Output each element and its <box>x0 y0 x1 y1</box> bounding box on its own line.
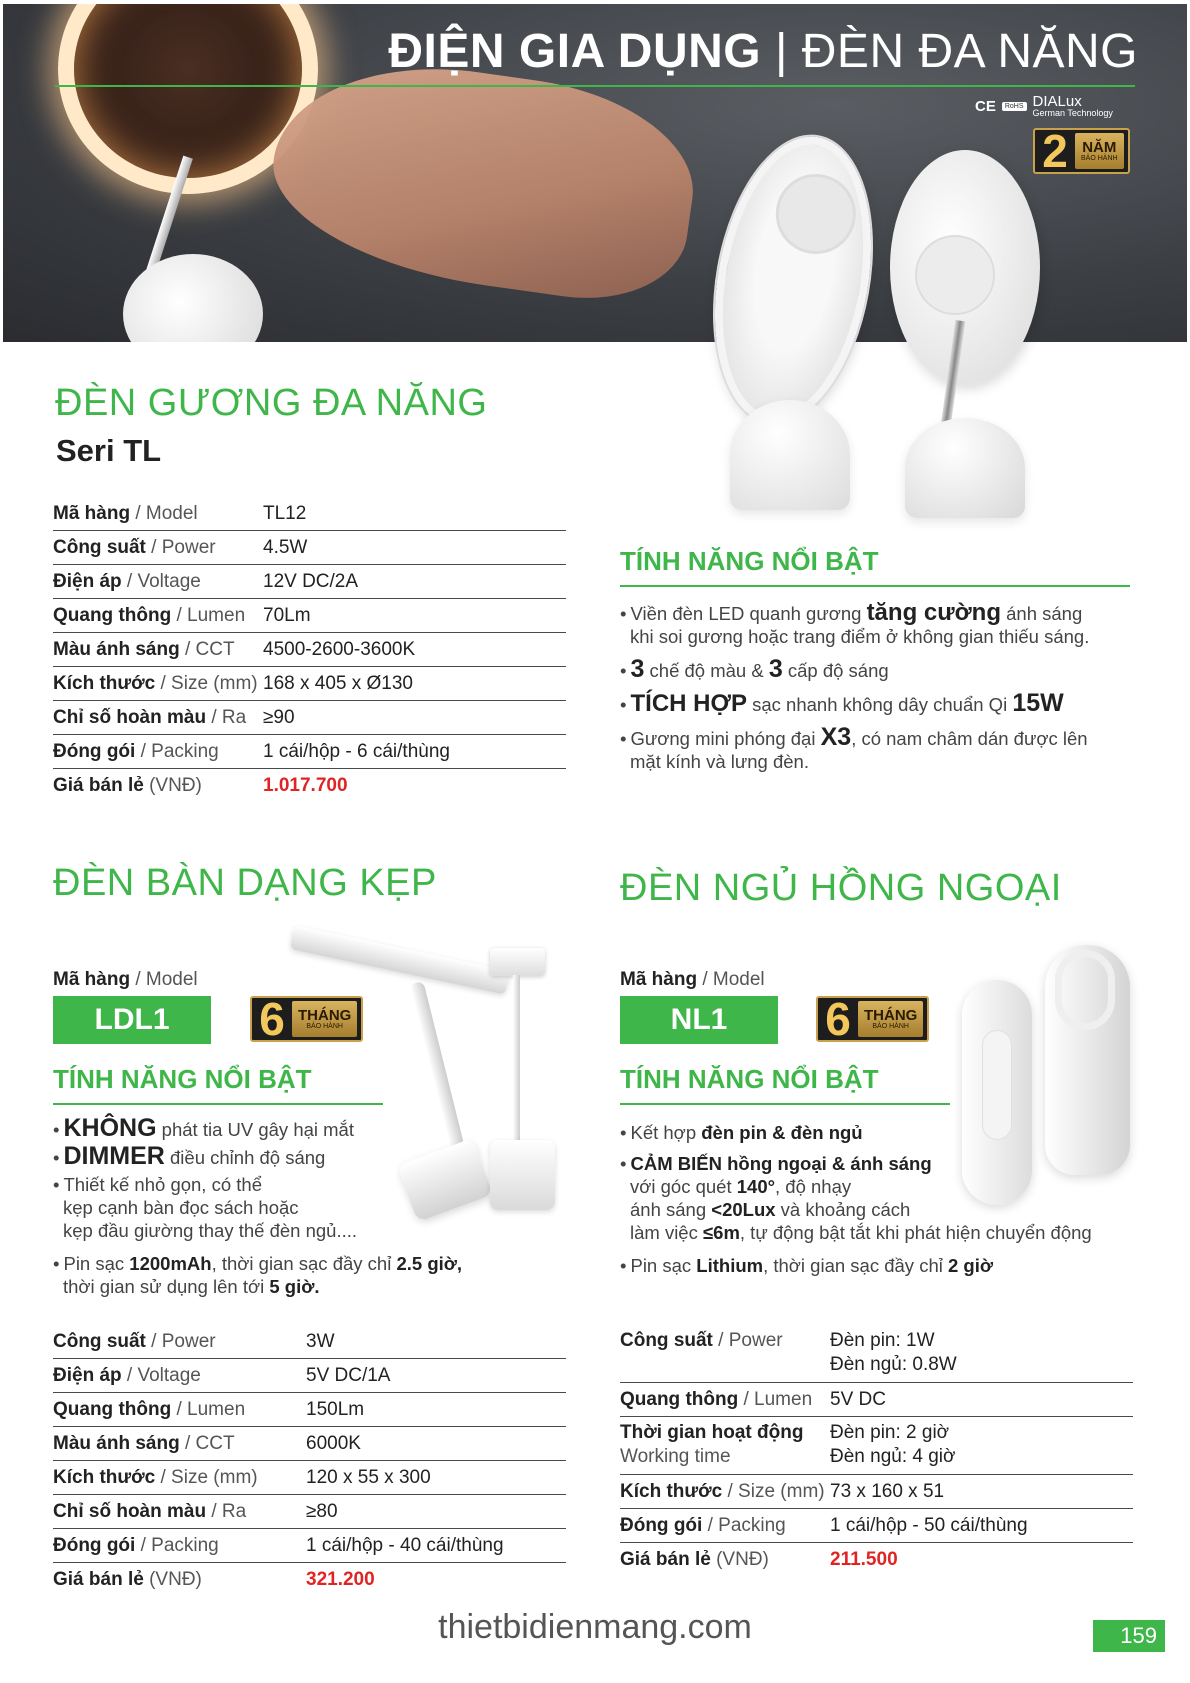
spec-label: Giá bán lẻ (VNĐ) <box>620 1549 769 1570</box>
spec-label: Công suất / Power <box>620 1330 783 1351</box>
mirror-features-heading: TÍNH NĂNG NỔI BẬT <box>620 546 1130 587</box>
warranty-unit: THÁNG <box>864 1007 918 1024</box>
spec-value: 150Lm <box>306 1399 365 1420</box>
clamp-features-list <box>53 1114 533 1308</box>
warranty-number: 6 <box>259 993 285 1045</box>
warranty-number: 6 <box>825 993 851 1045</box>
mirror-features-list <box>620 601 1140 783</box>
spec-label: Công suất / Power <box>53 1331 216 1352</box>
spec-row <box>53 599 566 633</box>
spec-value: 5V DC <box>830 1389 886 1410</box>
spec-value: 1 cái/hộp - 6 cái/thùng <box>263 741 450 762</box>
spec-row <box>620 1475 1133 1509</box>
footer-website: thietbidienmang.com <box>438 1608 752 1646</box>
feature-item: • Viền đèn LED quanh gương tăng cường ánh sáng khi soi gương hoặc trang điểm ở không gian thiếu sáng. <box>620 601 1140 648</box>
spec-row <box>620 1543 1133 1576</box>
spec-row <box>53 633 566 667</box>
spec-label: Đóng gói / Packing <box>53 741 219 762</box>
spec-label: Đóng gói / Packing <box>620 1515 786 1536</box>
feature-item: • Kết hợp đèn pin & đèn ngủ <box>620 1121 1160 1144</box>
spec-row <box>620 1383 1133 1417</box>
spec-row <box>620 1509 1133 1543</box>
night-model-code: NL1 <box>620 996 778 1044</box>
spec-label: Chỉ số hoàn màu / Ra <box>53 1501 247 1522</box>
spec-label: Kích thước / Size (mm) <box>620 1481 825 1502</box>
spec-label: Màu ánh sáng / CCT <box>53 1433 235 1454</box>
mirror-back-base-image <box>905 418 1025 518</box>
spec-value: ≥90 <box>263 707 295 728</box>
spec-value: 120 x 55 x 300 <box>306 1467 431 1488</box>
spec-row <box>53 1529 566 1563</box>
spec-label: Mã hàng / Model <box>53 503 198 524</box>
spec-label: Điện áp / Voltage <box>53 1365 201 1386</box>
spec-value: 5V DC/1A <box>306 1365 391 1386</box>
ce-mark-icon: CE <box>975 97 996 115</box>
feature-item: • Gương mini phóng đại X3, có nam châm dán được lên mặt kính và lưng đèn. <box>620 726 1140 773</box>
mini-mirror-back-image <box>915 235 995 315</box>
clamp-spec-table <box>53 1325 566 1596</box>
mirror-back-image <box>890 150 1040 385</box>
warranty-sub: BẢO HÀNH <box>1081 155 1118 162</box>
mirror-spec-table <box>53 497 566 802</box>
page-title-sep: | <box>761 25 802 78</box>
spec-row <box>53 735 566 769</box>
spec-value: 1 cái/hộp - 50 cái/thùng <box>830 1515 1028 1536</box>
mirror-stand-image <box>123 254 263 342</box>
spec-row <box>53 769 566 802</box>
spec-value: 3W <box>306 1331 335 1352</box>
spec-label: Kích thước / Size (mm) <box>53 673 258 694</box>
spec-label: Màu ánh sáng / CCT <box>53 639 235 660</box>
mini-mirror-image <box>769 168 862 261</box>
mirror-base-image <box>730 400 850 510</box>
spec-label: Kích thước / Size (mm) <box>53 1467 258 1488</box>
warranty-badge-2-years <box>1033 125 1130 177</box>
warranty-badge-6-months <box>816 993 929 1045</box>
spec-row <box>53 1325 566 1359</box>
spec-row <box>53 1461 566 1495</box>
warranty-unit: THÁNG <box>298 1007 352 1024</box>
spec-row <box>53 1359 566 1393</box>
spec-row <box>53 1427 566 1461</box>
night-spec-table <box>620 1325 1133 1576</box>
feature-item: • CẢM BIẾN hồng ngoại & ánh sáng với góc quét 140°, độ nhạy ánh sáng <20Lux và khoảng cách làm việc ≤6m, tự động bật tắt khi phát hiện chuyển động <box>620 1152 1160 1244</box>
spec-row <box>53 1495 566 1529</box>
spec-label: Đóng gói / Packing <box>53 1535 219 1556</box>
spec-row <box>53 1563 566 1596</box>
mirror-series: Seri TL <box>56 433 162 468</box>
spec-value: 73 x 160 x 51 <box>830 1481 945 1502</box>
spec-value: ≥80 <box>306 1501 338 1522</box>
spec-value: 6000K <box>306 1433 361 1454</box>
page-title-category: ĐIỆN GIA DỤNG <box>388 25 762 78</box>
certifications <box>975 94 1113 118</box>
dialux-name: DIALux <box>1032 93 1082 110</box>
spec-row <box>53 531 566 565</box>
page-title <box>388 24 1138 79</box>
spec-value: TL12 <box>263 503 307 524</box>
dialux-logo <box>1033 94 1113 118</box>
spec-label: Quang thông / Lumen <box>53 1399 246 1420</box>
spec-label: Thời gian hoạt động Working time <box>620 1422 804 1467</box>
spec-row <box>53 1393 566 1427</box>
feature-item: • Pin sạc Lithium, thời gian sạc đầy chỉ 2 giờ <box>620 1254 1160 1277</box>
feature-item: • KHÔNG phát tia UV gây hại mắt <box>53 1117 533 1141</box>
banner-divider <box>55 85 1135 87</box>
spec-row <box>53 667 566 701</box>
warranty-sub: BẢO HÀNH <box>306 1023 343 1030</box>
spec-row <box>53 565 566 599</box>
mirror-section-title: ĐÈN GƯƠNG ĐA NĂNG <box>55 382 488 424</box>
clamp-model-code: LDL1 <box>53 996 211 1044</box>
retail-price: 211.500 <box>830 1549 898 1570</box>
clamp-model-label: Mã hàng / Model <box>53 969 198 990</box>
page-title-subcategory: ĐÈN ĐA NĂNG <box>801 25 1138 78</box>
spec-row <box>53 497 566 531</box>
spec-value: 1 cái/hộp - 40 cái/thùng <box>306 1535 504 1556</box>
warranty-number: 2 <box>1042 125 1068 177</box>
night-features-heading: TÍNH NĂNG NỔI BẬT <box>620 1064 950 1105</box>
warranty-unit: NĂM <box>1082 139 1117 156</box>
night-model-label: Mã hàng / Model <box>620 969 765 990</box>
feature-item: • 3 chế độ màu & 3 cấp độ sáng <box>620 658 1140 682</box>
warranty-sub: BẢO HÀNH <box>872 1023 909 1030</box>
feature-item: • TÍCH HỢP sạc nhanh không dây chuẩn Qi 15W <box>620 692 1140 716</box>
clamp-section-title: ĐÈN BÀN DẠNG KẸP <box>53 862 437 904</box>
spec-label: Giá bán lẻ (VNĐ) <box>53 775 202 796</box>
spec-label: Chỉ số hoàn màu / Ra <box>53 707 247 728</box>
feature-item: • Pin sạc 1200mAh, thời gian sạc đầy chỉ 2.5 giờ, thời gian sử dụng lên tới 5 giờ. <box>53 1252 533 1298</box>
spec-value: Đèn pin: 1W Đèn ngủ: 0.8W <box>830 1330 957 1375</box>
spec-value: 70Lm <box>263 605 311 626</box>
spec-label: Điện áp / Voltage <box>53 571 201 592</box>
spec-label: Quang thông / Lumen <box>620 1389 813 1410</box>
page-number: 159 <box>1093 1620 1165 1652</box>
clamp-features-heading: TÍNH NĂNG NỔI BẬT <box>53 1064 383 1105</box>
spec-row <box>53 701 566 735</box>
clamp-lamp-side-head-image <box>490 948 545 976</box>
spec-value: 4500-2600-3600K <box>263 639 416 660</box>
rohs-badge-icon: RoHS <box>1002 102 1027 111</box>
dialux-tagline: German Technology <box>1032 108 1113 118</box>
spec-value: Đèn pin: 2 giờ Đèn ngủ: 4 giờ <box>830 1422 956 1467</box>
feature-item: • DIMMER điều chỉnh độ sáng <box>53 1145 533 1169</box>
spec-value: 12V DC/2A <box>263 571 359 592</box>
spec-value: 168 x 405 x Ø130 <box>263 673 413 694</box>
clamp-lamp-head-image <box>290 925 510 994</box>
warranty-badge-6-months <box>250 993 363 1045</box>
spec-row <box>620 1417 1133 1475</box>
spec-label: Công suất / Power <box>53 537 216 558</box>
retail-price: 321.200 <box>306 1569 375 1590</box>
night-section-title: ĐÈN NGỦ HỒNG NGOẠI <box>620 867 1062 909</box>
feature-item: • Thiết kế nhỏ gọn, có thể kẹp cạnh bàn đọc sách hoặc kẹp đầu giường thay thế đèn ngủ.... <box>53 1173 533 1242</box>
retail-price: 1.017.700 <box>263 775 348 796</box>
night-features-list <box>620 1121 1160 1287</box>
spec-value: 4.5W <box>263 537 308 558</box>
spec-label: Giá bán lẻ (VNĐ) <box>53 1569 202 1590</box>
spec-row <box>620 1325 1133 1383</box>
spec-label: Quang thông / Lumen <box>53 605 246 626</box>
